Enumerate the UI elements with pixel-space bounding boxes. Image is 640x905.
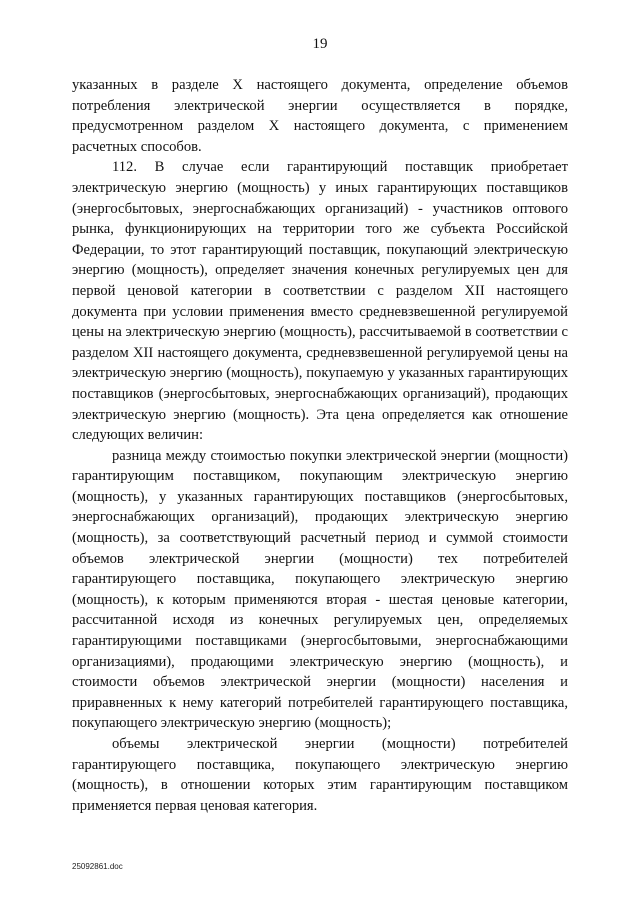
paragraph-continuation: указанных в разделе X настоящего документа, определение объемов потребления электрической энергии осуществляется в порядке, предусмотренном разделом X настоящего документа, с применением расчетных способов.	[72, 77, 568, 155]
paragraph-clause-112: 112. В случае если гарантирующий поставщик приобретает электрическую энергию (мощность) у иных гарантирующих поставщиков (энергосбытовых, энергоснабжающих организаций) - участников оптового рынка, функционирующих на территории того же субъекта Российской Федерации, то этот гарантирующий поставщик, покупающий электрическую энергию (мощность), определяет значения конечных регулируемых цен для первой ценовой категории в соответствии с разделом XII настоящего документа при условии применения вместо средневзвешенной регулируемой цены на электрическую энергию (мощность), рассчитываемой в соответствии с разделом XII настоящего документа, средневзвешенной регулируемой цены на электрическую энергию (мощность), покупаемую у указанных гарантирующих поставщиков (энергосбытовых, энергоснабжающих организаций), продающих электрическую энергию (мощность). Эта цена определяется как отношение следующих величин:	[72, 159, 568, 444]
document-file-code: 25092861.doc	[72, 862, 123, 871]
document-body	[72, 75, 568, 816]
paragraph-volumes: объемы электрической энергии (мощности) потребителей гарантирующего поставщика, покупающего электрическую энергию (мощность), в отношении которых этим гарантирующим поставщиком применяется первая ценовая категория.	[72, 736, 568, 814]
page-number: 19	[312, 36, 328, 52]
paragraph-difference: разница между стоимостью покупки электрической энергии (мощности) гарантирующим поставщиком, покупающим электрическую энергию (мощность), у указанных гарантирующих поставщиков (энергосбытовых, энергоснабжающих организаций), продающих электрическую энергию (мощность), за соответствующий расчетный период и суммой стоимости объемов электрической энергии (мощности) тех потребителей гарантирующего поставщика, покупающего электрическую энергию (мощность), к которым применяются вторая - шестая ценовые категории, рассчитанной исходя из конечных регулируемых цен, определяемых гарантирующими поставщиками (энергосбытовыми, энергоснабжающими организациями), продающими электрическую энергию (мощность), и стоимости объемов электрической энергии (мощности) населения и приравненных к нему категорий потребителей гарантирующего поставщика, покупающего электрическую энергию (мощность);	[72, 447, 568, 732]
